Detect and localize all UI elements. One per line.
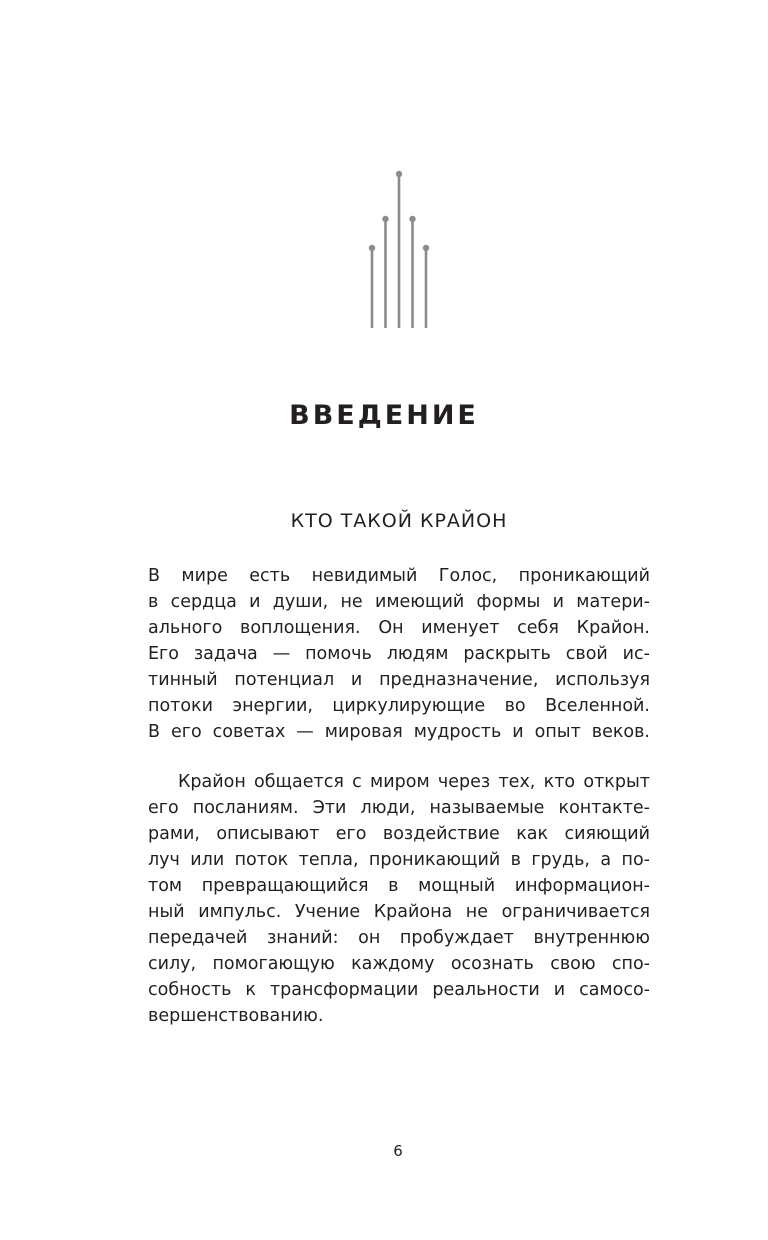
paragraph-line: собность к трансформации реальности и самосо- <box>148 980 650 1000</box>
paragraph-line: вершенствованию. <box>148 1006 324 1026</box>
paragraph-2 <box>148 769 650 1029</box>
paragraph-1 <box>148 563 650 745</box>
paragraph-line: В его советах — мировая мудрость и опыт веков. <box>148 722 650 742</box>
page-number: 6 <box>393 1142 403 1160</box>
paragraph-line: ный импульс. Учение Крайона не ограничивается <box>148 902 650 922</box>
paragraph-line: в сердца и души, не имеющий формы и матери- <box>148 592 650 612</box>
paragraph-line: В мире есть невидимый Голос, проникающий <box>148 566 650 586</box>
paragraph-line: том превращающийся в мощный информацион- <box>148 876 650 896</box>
paragraph-line: потоки энергии, циркулирующие во Вселенной. <box>148 696 650 716</box>
paragraph-line: силу, помогающую каждому осознать свою спо- <box>148 954 650 974</box>
paragraph-line: его посланиям. Эти люди, называемые контакте- <box>148 798 650 818</box>
paragraph-line: передачей знаний: он пробуждает внутреннюю <box>148 928 650 948</box>
chapter-title: ВВЕДЕНИЕ <box>289 400 479 431</box>
paragraph-line: ального воплощения. Он именует себя Крайон. <box>148 618 650 638</box>
section-title: КТО ТАКОЙ КРАЙОН <box>290 510 508 532</box>
decorative-ornament <box>362 166 436 332</box>
paragraph-line: рами, описывают его воздействие как сияющий <box>148 824 650 844</box>
paragraph-line: Его задача — помочь людям раскрыть свой ис- <box>148 644 650 664</box>
paragraph-line: Крайон общается с миром через тех, кто открыт <box>178 772 650 792</box>
paragraph-line: луч или поток тепла, проникающий в грудь, а по- <box>148 850 650 870</box>
paragraph-line: тинный потенциал и предназначение, используя <box>148 670 650 690</box>
